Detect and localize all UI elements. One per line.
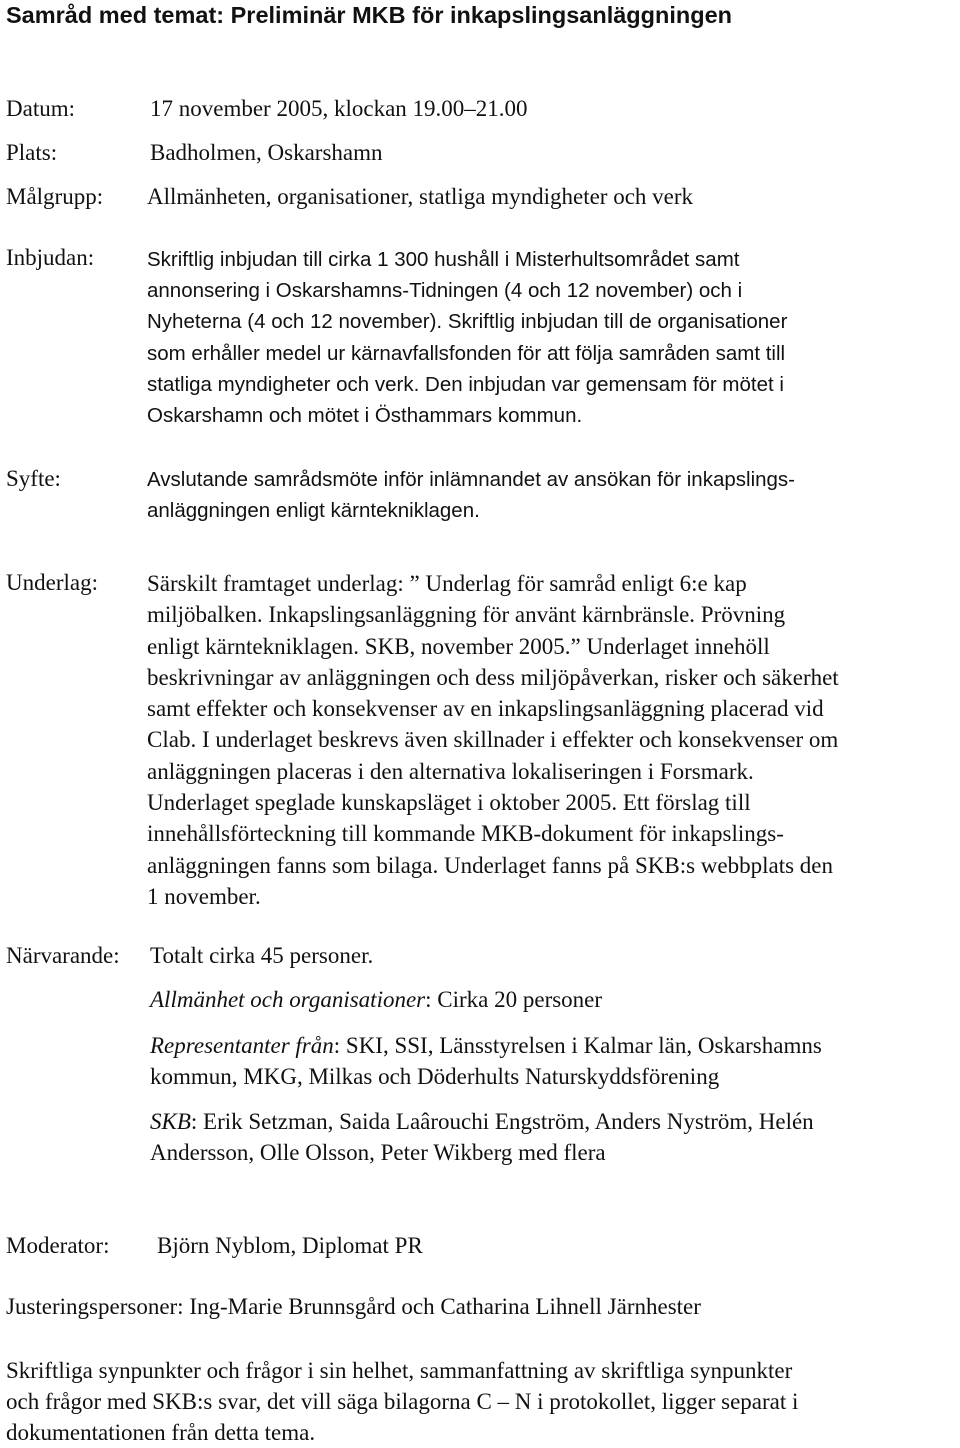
plats-label: Plats: (6, 140, 58, 165)
inbjudan-label: Inbjudan: (6, 245, 95, 270)
underlag-line: anläggningen fanns som bilaga. Underlaget fanns på SKB:s webbplats den (147, 852, 834, 878)
underlag-line: innehållsförteckning till kommande MKB-dokument för inkapslings- (147, 821, 784, 847)
footer-line: och frågor med SKB:s svar, det vill säga bilagorna C – N i protokollet, ligger separat i (6, 1389, 799, 1414)
allmanhet-label: Allmänhet och organisationer (150, 987, 426, 1012)
datum-label: Datum: (6, 96, 75, 121)
underlag-line: Clab. I underlaget beskrevs även skillnader i effekter och konsekvenser om (147, 727, 839, 753)
footer-line: dokumentationen från detta tema. (6, 1420, 316, 1445)
datum-value: 17 november 2005, klockan 19.00–21.00 (150, 96, 528, 121)
underlag-line: 1 november. (147, 883, 261, 909)
syfte-text (147, 464, 959, 526)
syfte-label: Syfte: (6, 466, 61, 491)
representanter-text: : SKI, SSI, Länsstyrelsen i Kalmar län, Oskarshamns (333, 1033, 822, 1058)
footer-text (6, 1355, 798, 1448)
narvarande-total: Totalt cirka 45 personer. (150, 943, 374, 968)
inbjudan-line: annonsering i Oskarshamns-Tidningen (4 och 12 november) och i (147, 279, 743, 303)
representanter-label: Representanter från (150, 1033, 334, 1058)
underlag-text (147, 568, 959, 912)
inbjudan-line: statliga myndigheter och verk. Den inbjudan var gemensam för mötet i (147, 372, 784, 396)
skb-text: : Erik Setzman, Saida Laârouchi Engström, Anders Nyström, Helén (190, 1109, 814, 1134)
syfte-line: Avslutande samrådsmöte inför inlämnandet av ansökan för inkapslings- (147, 468, 796, 491)
skb-text-2: Andersson, Olle Olsson, Peter Wikberg med flera (150, 1140, 606, 1165)
underlag-line: Underlaget speglade kunskapsläget i oktober 2005. Ett förslag till (147, 790, 751, 816)
inbjudan-line: Skriftlig inbjudan till cirka 1 300 hushåll i Misterhultsområdet samt (147, 248, 740, 271)
skb-label: SKB (150, 1109, 191, 1134)
underlag-line: beskrivningar av anläggningen och dess miljöpåverkan, risker och säkerhet (147, 664, 839, 690)
underlag-line: anläggningen placeras i den alternativa lokaliseringen i Forsmark. (147, 758, 754, 784)
narvarande-representanter (150, 1030, 822, 1092)
page-title: Samråd med temat: Preliminär MKB för inkapslingsanläggningen (6, 2, 733, 28)
malgrupp-value: Allmänheten, organisationer, statliga myndigheter och verk (147, 184, 694, 209)
underlag-label: Underlag: (6, 570, 98, 595)
narvarande-skb (150, 1106, 814, 1168)
inbjudan-line: Oskarshamn och mötet i Östhammars kommun. (147, 404, 583, 428)
underlag-line: miljöbalken. Inkapslingsanläggning för använt kärnbränsle. Prövning (147, 602, 786, 628)
footer-line: Skriftliga synpunkter och frågor i sin helhet, sammanfattning av skriftliga synpunkter (6, 1358, 793, 1383)
syfte-line: anläggningen enligt kärntekniklagen. (147, 499, 480, 522)
underlag-line: samt effekter och konsekvenser av en inkapslingsanläggning placerad vid (147, 696, 824, 722)
moderator-value: Björn Nyblom, Diplomat PR (157, 1233, 423, 1258)
inbjudan-text (147, 244, 959, 431)
narvarande-allmanhet (150, 985, 602, 1015)
inbjudan-line: som erhåller medel ur kärnavfallsfonden för att följa samråden samt till (147, 341, 786, 365)
malgrupp-label: Målgrupp: (6, 184, 104, 209)
plats-value: Badholmen, Oskarshamn (150, 140, 383, 165)
moderator-label: Moderator: (6, 1233, 110, 1258)
allmanhet-text: : Cirka 20 personer (425, 987, 603, 1012)
underlag-line: Särskilt framtaget underlag: ” Underlag för samråd enligt 6:e kap (147, 571, 747, 596)
underlag-line: enligt kärntekniklagen. SKB, november 2005.” Underlaget innehöll (147, 633, 770, 659)
representanter-text-2: kommun, MKG, Milkas och Döderhults Naturskyddsförening (150, 1064, 720, 1089)
narvarande-label: Närvarande: (6, 943, 120, 968)
justering-text: Justeringspersoner: Ing-Marie Brunnsgård och Catharina Lihnell Järnhester (6, 1294, 701, 1319)
inbjudan-line: Nyheterna (4 och 12 november). Skriftlig inbjudan till de organisationer (147, 310, 788, 334)
